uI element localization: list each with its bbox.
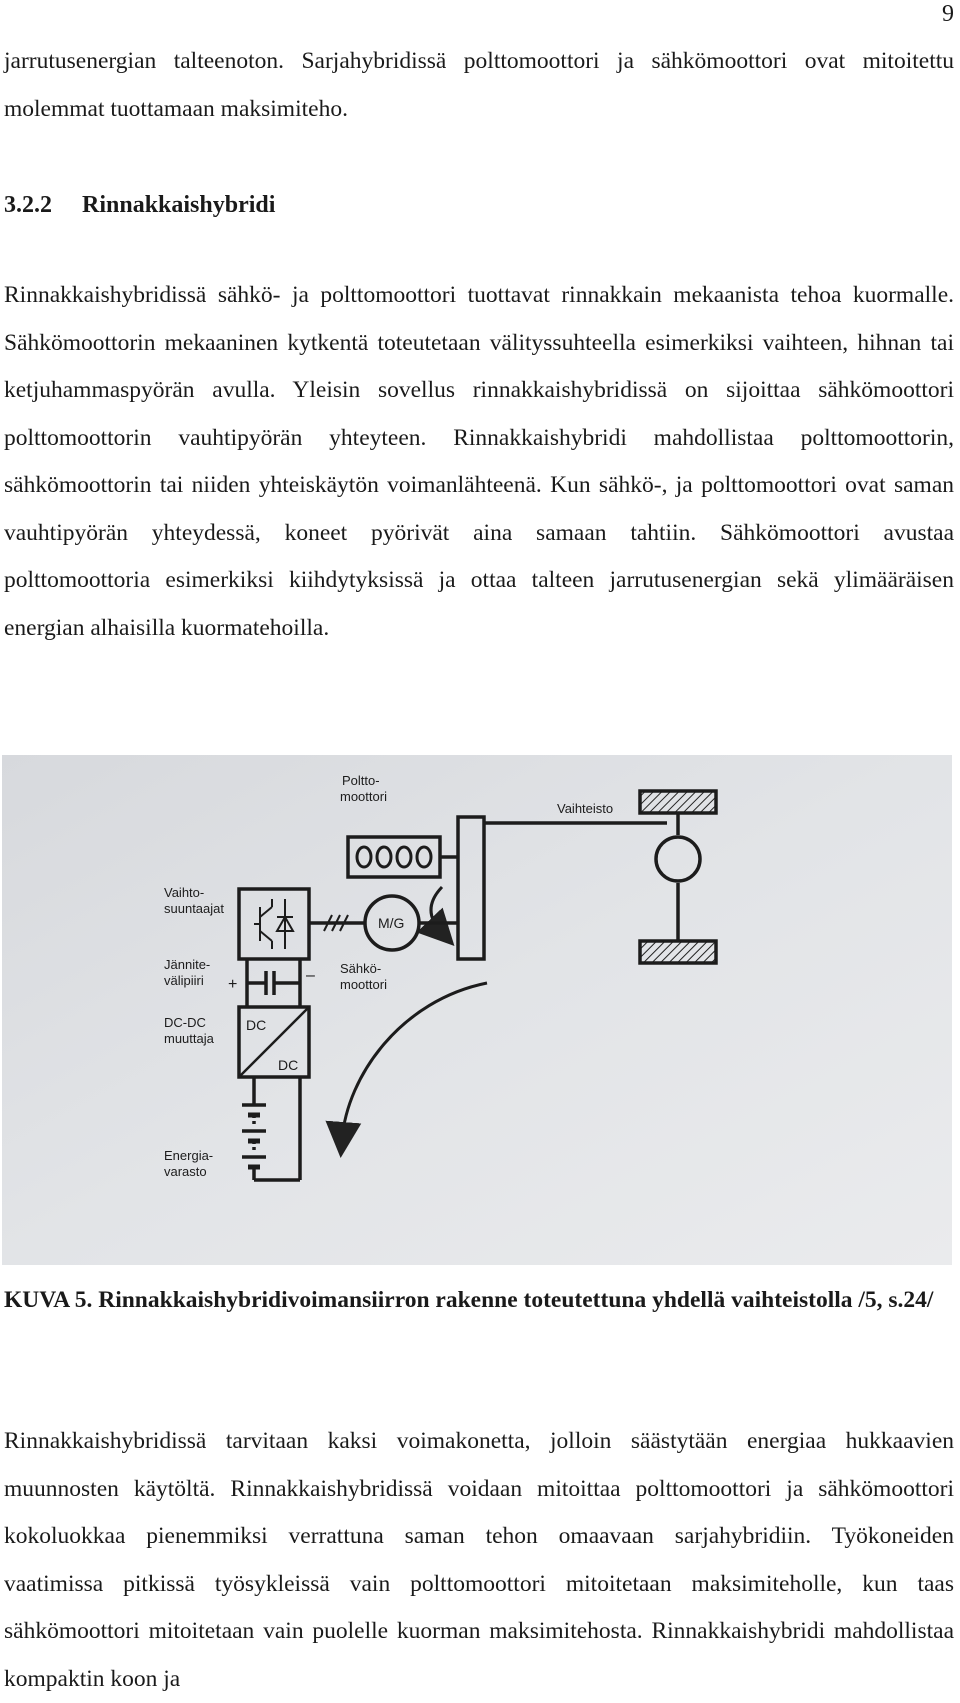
- label-dc-bottom: DC: [278, 1057, 299, 1073]
- label-engine-1: Poltto-: [342, 773, 380, 788]
- label-dc-link-1: Jännite-: [164, 957, 211, 972]
- label-inverter-1: Vaihto-: [164, 885, 205, 900]
- wheel-top: [640, 791, 716, 813]
- section-heading: [4, 182, 275, 229]
- label-engine-2: moottori: [340, 789, 387, 804]
- diagram-svg: [2, 755, 952, 1265]
- label-storage-2: varasto: [164, 1164, 207, 1179]
- paragraph-intro: jarrutusenergian talteenoton. Sarjahybridissä polttomoottori ja sähkömoottori ovat mitoitettu molemmat tuottamaan maksimiteho.: [4, 48, 954, 122]
- label-plus: +: [228, 976, 238, 993]
- label-inverter-2: suuntaajat: [164, 901, 224, 916]
- paragraph-body: Rinnakkaishybridissä sähkö- ja polttomoottori tuottavat rinnakkain mekaanista tehoa kuormalle. Sähkömoottorin mekaaninen kytkentä toteutetaan välityssuhteella esimerkiksi vaihteen, hihnan tai ketjuhammaspyörän avulla. Yleisin sovellus rinnakkaishybridissä on sijoittaa sähkömoottori polttomoottorin vauhtipyörän yhteyteen. Rinnakkaishybridi mahdollistaa polttomoottorin, sähkömoottorin tai niiden yhteiskäytön voimanlähteenä. Kun sähkö-, ja polttomoottori ovat saman vauhtipyörän yhteydessä, koneet pyörivät aina samaan tahtiin. Sähkömoottori avustaa polttomoottoria esimerkiksi kiihdytyksissä ja ottaa talteen jarrutusenergian sekä ylimääräisen energian alhaisilla kuormatehoilla.: [4, 282, 954, 641]
- label-mg: M/G: [378, 915, 405, 931]
- label-electric-motor-2: moottori: [340, 977, 387, 992]
- paragraph-closing: Rinnakkaishybridissä tarvitaan kaksi voimakonetta, jolloin säästytään energiaa hukkaavien muunnosten käytöltä. Rinnakkaishybridissä voidaan mitoittaa polttomoottori ja sähkömoottori kokoluokkaa pienemmiksi verrattuna saman tehon omaavaan sarjahybridiin. Työkoneiden vaatimissa pitkissä työsykleissä vain polttomoottori mitoitetaan maksimiteholle, kun taas sähkömoottori mitoitetaan vain puolelle kuorman maksimitehosta. Rinnakkaishybridi mahdollistaa kompaktin koon ja: [4, 1428, 954, 1692]
- figure-parallel-hybrid-diagram: [2, 755, 952, 1265]
- label-dc-link-2: välipiiri: [164, 973, 204, 988]
- label-dcdc-2: muuttaja: [164, 1031, 214, 1046]
- section-title: Rinnakkaishybridi: [82, 192, 276, 218]
- page-number: 9: [942, 1, 954, 27]
- label-minus: –: [306, 967, 315, 984]
- figure-background: [2, 755, 952, 1265]
- label-gearbox: Vaihteisto: [557, 801, 614, 816]
- section-number: 3.2.2: [4, 192, 52, 218]
- figure-caption: KUVA 5. Rinnakkaishybridivoimansiirron rakenne toteutettuna yhdellä vaihteistolla /5, s.24/: [4, 1287, 934, 1313]
- label-storage-1: Energia-: [164, 1148, 214, 1163]
- wheel-bottom: [640, 941, 716, 963]
- label-electric-motor-1: Sähkö-: [340, 961, 382, 976]
- label-dcdc-1: DC-DC: [164, 1015, 206, 1030]
- label-dc-top: DC: [246, 1017, 267, 1033]
